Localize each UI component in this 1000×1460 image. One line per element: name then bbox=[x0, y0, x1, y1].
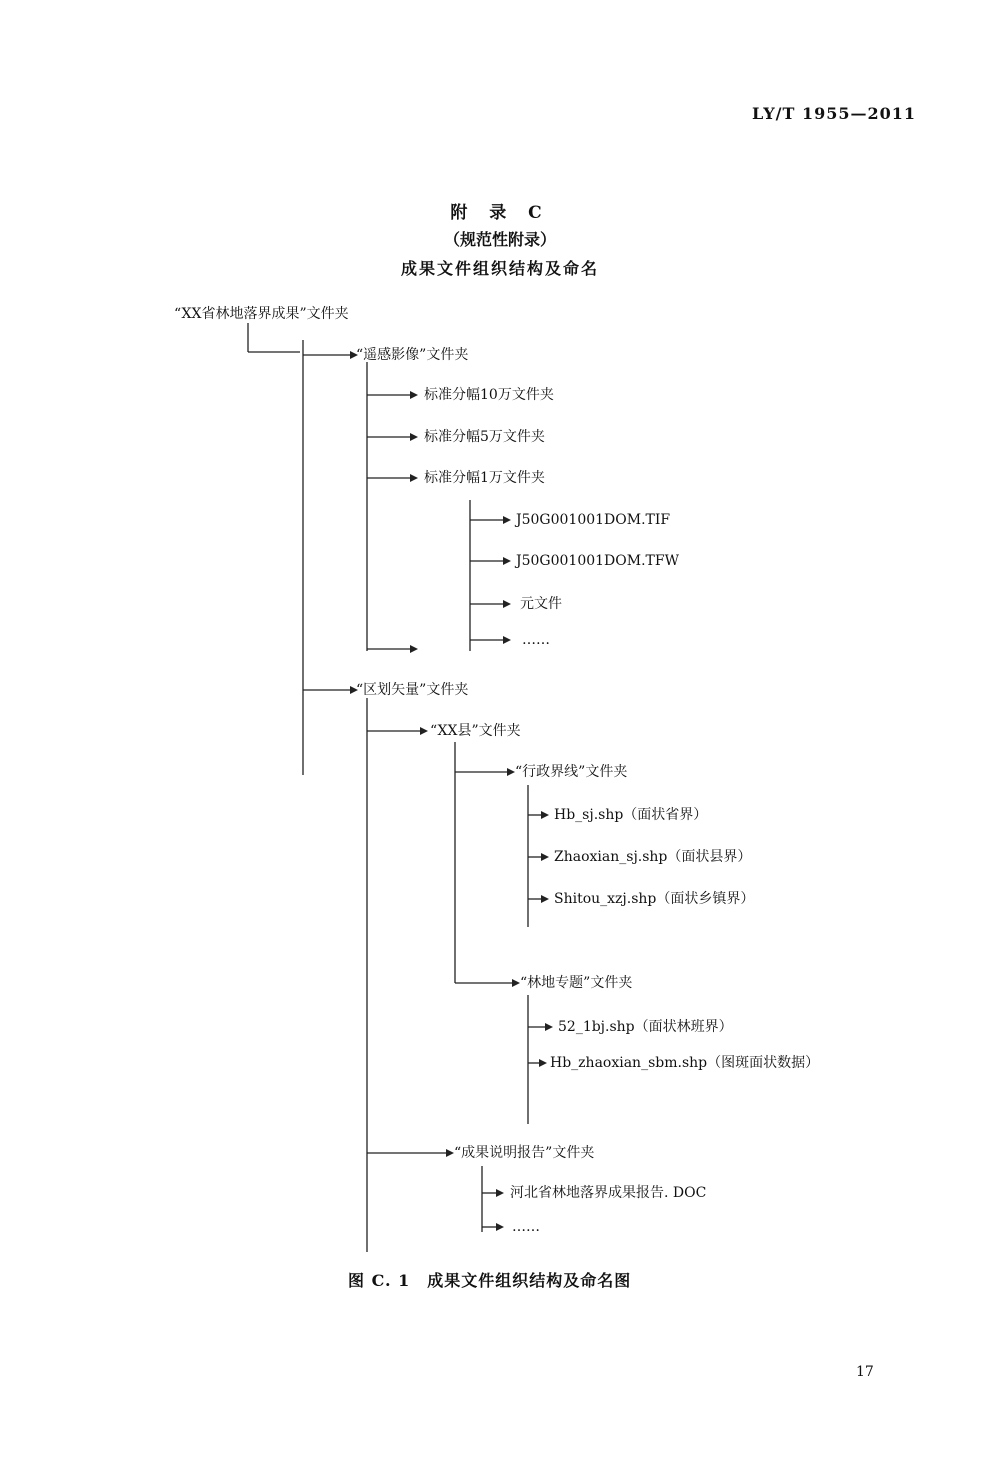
file-meta-label: 元文件 bbox=[520, 596, 562, 612]
file-forest-block-label: 52_1bj.shp（面状林班界） bbox=[558, 1019, 733, 1035]
report-folder-label: “成果说明报告”文件夹 bbox=[454, 1145, 595, 1161]
file-tif-label: J50G001001DOM.TIF bbox=[516, 512, 671, 528]
file-patch-data-label: Hb_zhaoxian_sbm.shp（图斑面状数据） bbox=[550, 1055, 820, 1071]
vector-folder-label: “区划矢量”文件夹 bbox=[356, 682, 469, 698]
boundary-folder-label: “行政界线”文件夹 bbox=[515, 764, 628, 780]
folder-50k-label: 标准分幅5万文件夹 bbox=[424, 429, 545, 445]
file-province-boundary-label: Hb_sj.shp（面状省界） bbox=[554, 807, 708, 823]
forest-folder-label: “林地专题”文件夹 bbox=[520, 975, 633, 991]
appendix-title: 附 录 C bbox=[450, 203, 550, 223]
file-report-ellipsis-label: …… bbox=[512, 1219, 540, 1235]
county-folder-label: “XX县”文件夹 bbox=[430, 723, 521, 739]
appendix-name: 成果文件组织结构及命名 bbox=[400, 259, 599, 278]
file-county-boundary-label: Zhaoxian_sj.shp（面状县界） bbox=[554, 849, 752, 865]
folder-10k-label: 标准分幅1万文件夹 bbox=[424, 470, 545, 486]
page-number: 17 bbox=[856, 1364, 874, 1380]
file-tfw-label: J50G001001DOM.TFW bbox=[516, 553, 679, 569]
standard-code: LY/T 1955—2011 bbox=[752, 104, 917, 123]
figure-caption: 图 C. 1 成果文件组织结构及命名图 bbox=[348, 1271, 632, 1290]
remote-sensing-folder-label: “遥感影像”文件夹 bbox=[356, 347, 469, 363]
file-report-doc-label: 河北省林地落界成果报告. DOC bbox=[510, 1185, 707, 1201]
root-folder-label: “XX省林地落界成果”文件夹 bbox=[174, 306, 349, 322]
file-ellipsis-label: …… bbox=[522, 632, 550, 648]
file-town-boundary-label: Shitou_xzj.shp（面状乡镇界） bbox=[554, 891, 755, 907]
appendix-subtitle: （规范性附录） bbox=[443, 230, 556, 249]
folder-100k-label: 标准分幅10万文件夹 bbox=[424, 387, 554, 403]
